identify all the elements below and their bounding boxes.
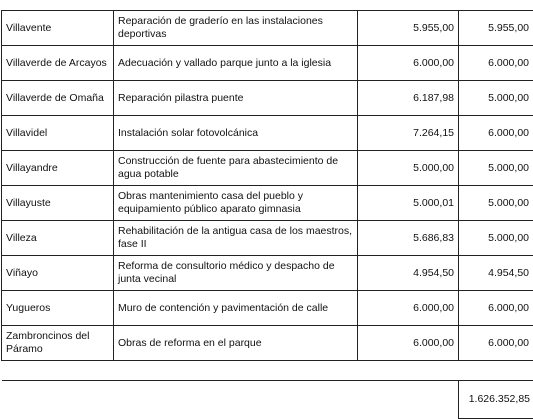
town-cell: Villeza xyxy=(2,221,114,256)
budget-amount-cell: 5.955,00 xyxy=(358,11,459,46)
granted-amount-cell: 6.000,00 xyxy=(459,46,533,81)
description-cell: Rehabilitación de la antigua casa de los maestros, fase II xyxy=(114,221,358,256)
table-row xyxy=(2,151,533,186)
budget-amount-cell: 6.000,00 xyxy=(358,46,459,81)
table-row xyxy=(2,46,533,81)
table-row xyxy=(2,291,533,326)
description-cell: Obras de reforma en el parque xyxy=(114,326,358,361)
budget-amount-cell: 6.000,00 xyxy=(358,291,459,326)
description-cell: Obras mantenimiento casa del pueblo y equipamiento público aparato gimnasia xyxy=(114,186,358,221)
description-cell: Reparación de graderío en las instalaciones deportivas xyxy=(114,11,358,46)
budget-amount-cell: 7.264,15 xyxy=(358,116,459,151)
town-cell: Villaverde de Omaña xyxy=(2,81,114,116)
town-cell: Villaverde de Arcayos xyxy=(2,46,114,81)
total-row xyxy=(2,381,533,419)
budget-amount-cell: 5.000,00 xyxy=(358,151,459,186)
table-row xyxy=(2,81,533,116)
granted-amount-cell: 5.000,00 xyxy=(459,81,533,116)
table-row xyxy=(2,186,533,221)
budget-amount-cell: 5.686,83 xyxy=(358,221,459,256)
spacer-row xyxy=(2,361,533,381)
table-row xyxy=(2,11,533,46)
description-cell: Instalación solar fotovolcánica xyxy=(114,116,358,151)
town-cell: Viñayo xyxy=(2,256,114,291)
granted-amount-cell: 4.954,50 xyxy=(459,256,533,291)
total-amount-cell: 1.626.352,85 xyxy=(459,381,533,419)
description-cell: Reforma de consultorio médico y despacho de junta vecinal xyxy=(114,256,358,291)
description-cell: Muro de contención y pavimentación de calle xyxy=(114,291,358,326)
table-row xyxy=(2,221,533,256)
table-row xyxy=(2,256,533,291)
granted-amount-cell: 5.955,00 xyxy=(459,11,533,46)
description-cell: Reparación pilastra puente xyxy=(114,81,358,116)
granted-amount-cell: 5.000,00 xyxy=(459,221,533,256)
town-cell: Zambroncinos del Páramo xyxy=(2,326,114,361)
town-cell: Villavidel xyxy=(2,116,114,151)
spacer-cell xyxy=(2,361,533,381)
grants-table xyxy=(1,10,533,419)
budget-amount-cell: 6.187,98 xyxy=(358,81,459,116)
town-cell: Villayuste xyxy=(2,186,114,221)
granted-amount-cell: 6.000,00 xyxy=(459,291,533,326)
town-cell: Yugueros xyxy=(2,291,114,326)
town-cell: Villayandre xyxy=(2,151,114,186)
total-label-blank xyxy=(2,381,459,419)
granted-amount-cell: 5.000,00 xyxy=(459,186,533,221)
table-row xyxy=(2,116,533,151)
table-row xyxy=(2,326,533,361)
description-cell: Construcción de fuente para abastecimiento de agua potable xyxy=(114,151,358,186)
town-cell: Villavente xyxy=(2,11,114,46)
budget-amount-cell: 5.000,01 xyxy=(358,186,459,221)
budget-amount-cell: 6.000,00 xyxy=(358,326,459,361)
granted-amount-cell: 6.000,00 xyxy=(459,326,533,361)
granted-amount-cell: 5.000,00 xyxy=(459,151,533,186)
granted-amount-cell: 6.000,00 xyxy=(459,116,533,151)
budget-amount-cell: 4.954,50 xyxy=(358,256,459,291)
description-cell: Adecuación y vallado parque junto a la iglesia xyxy=(114,46,358,81)
